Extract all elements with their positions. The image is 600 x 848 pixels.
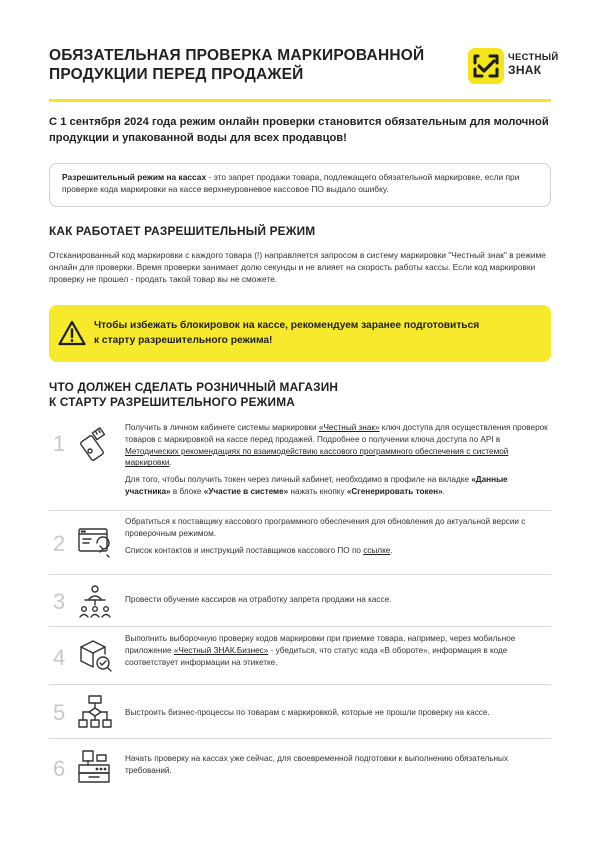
step-item [49, 627, 551, 685]
step-1-paragraph-1 [125, 422, 549, 469]
step-1-text-a: Получить в личном кабинете системы маркировки [125, 423, 319, 432]
step-1-paragraph-2 [125, 474, 549, 498]
step-item [49, 421, 551, 511]
step-item [49, 575, 551, 627]
logo-line-2: ЗНАК [508, 62, 542, 77]
definition-text: - это запрет продажи товара, подлежащего обязательной маркировке, если при проверке кода маркировки на кассе верхнеуровневое кассовое ПО выдало ошибку. [62, 172, 520, 194]
title-line-2: ПРОДУКЦИИ ПЕРЕД ПРОДАЖЕЙ [49, 65, 304, 83]
step-2-text-a: Список контактов и инструкций поставщиков кассового ПО по [125, 545, 364, 555]
step-1-text-d: Для того, чтобы получить токен через личный кабинет, необходимо в профиле на вкладке [125, 475, 472, 485]
chestny-znak-link[interactable]: «Честный знак» [318, 423, 380, 432]
step-text: Начать проверку на кассах уже сейчас, для своевременной подготовки к выполнению обязательных требований. [125, 754, 509, 775]
generate-token-button-name: «Сгенерировать токен» [346, 486, 443, 496]
step-item [49, 515, 551, 575]
step-2-paragraph-1: Обратиться к поставщику кассового программного обеспечения для обновления до актуальной версии с проверочным режимом. [125, 517, 526, 538]
warning-line-1: Чтобы избежать блокировок на кассе, рекомендуем заранее подготовиться [94, 320, 480, 331]
title-line-1: ОБЯЗАТЕЛЬНАЯ ПРОВЕРКА МАРКИРОВАННОЙ [49, 47, 425, 64]
step-number: 5 [53, 700, 66, 725]
step-text [125, 516, 549, 561]
logo-mark-icon [468, 48, 504, 84]
step-1-text-f: нажать кнопку [288, 486, 347, 496]
step-1-text-g: . [442, 486, 445, 496]
process-diagram-icon [77, 694, 113, 730]
business-app-link[interactable]: «Честный ЗНАК.Бизнес» [173, 645, 269, 655]
usb-key-icon [77, 427, 113, 463]
step-2-paragraph-2 [125, 545, 549, 557]
step-1-text-b: ключ доступа для осуществления проверок товаров с маркировкой на кассе перед продажей. Подробнее о получении ключа доступа по API в [125, 423, 548, 444]
step-number: 6 [53, 756, 66, 781]
page-title [49, 47, 429, 84]
how-it-works-text: Отсканированный код маркировки с каждого товара (!) направляется запросом в систему маркировки "Честный знак" в режиме онлайн для проверки. Время проверки занимает долю секунды и не влияет на скорость работы кассы. Если код маркировки проверку не прошел - продать такой товар вы не сможете. [49, 250, 546, 284]
warning-text [94, 318, 524, 348]
step-2-text-b: . [390, 545, 393, 555]
step-1-text-c: . [169, 458, 172, 468]
step-number: 4 [53, 645, 66, 670]
retailer-steps-heading-line-2: К СТАРТУ РАЗРЕШИТЕЛЬНОГО РЕЖИМА [49, 395, 295, 409]
step-text: Провести обучение кассиров на отработку запрета продажи на кассе. [125, 595, 392, 604]
step-item [49, 685, 551, 739]
definition-term: Разрешительный режим на кассах [62, 172, 207, 182]
logo-wordmark [508, 53, 559, 77]
logo-line-1: ЧЕСТНЫЙ [508, 52, 559, 63]
step-number: 3 [53, 589, 66, 614]
retailer-steps-heading-line-1: ЧТО ДОЛЖЕН СДЕЛАТЬ РОЗНИЧНЫЙ МАГАЗИН [49, 380, 339, 394]
method-recommendations-link[interactable]: Методических рекомендациях по взаимодействию кассового программного обеспечения с системой маркировки [125, 446, 509, 468]
definition-box [49, 163, 551, 207]
step-number: 2 [53, 531, 66, 556]
contacts-link[interactable]: ссылке [363, 545, 391, 555]
retailer-steps-heading [49, 380, 379, 410]
step-text [125, 422, 549, 503]
warning-line-2: к старту разрешительного режима! [94, 335, 273, 346]
chestny-znak-logo [468, 48, 568, 88]
warning-banner [49, 305, 551, 362]
step-4-text-b: - убедиться, что статус кода «В обороте», информация в коде соответствует информации на этикетке. [125, 645, 508, 667]
step-text: Выстроить бизнес-процессы по товарам с маркировкой, которые не прошли проверку на кассе. [125, 708, 490, 717]
step-4-text-a: Выполнить выборочную проверку кодов маркировки при приемке товара, например, через мобильное приложение [125, 634, 516, 655]
step-item [49, 739, 551, 797]
how-it-works-heading: КАК РАБОТАЕТ РАЗРЕШИТЕЛЬНЫЙ РЕЖИМ [49, 224, 316, 238]
step-text [125, 633, 549, 668]
training-icon [77, 583, 113, 619]
intro-announcement: С 1 сентября 2024 года режим онлайн проверки становится обязательным для молочной продукции и упакованной воды для всех продавцов! [49, 116, 549, 144]
participation-block: «Участие в системе» [203, 486, 289, 496]
software-update-icon [77, 525, 113, 561]
cash-register-icon [77, 749, 113, 785]
box-check-icon [77, 637, 113, 673]
accent-divider [49, 99, 551, 102]
step-1-text-e: в блоке [170, 486, 204, 496]
participant-data-tab: «Данные участника» [125, 475, 508, 496]
warning-triangle-icon [58, 320, 86, 346]
step-number: 1 [53, 431, 66, 456]
